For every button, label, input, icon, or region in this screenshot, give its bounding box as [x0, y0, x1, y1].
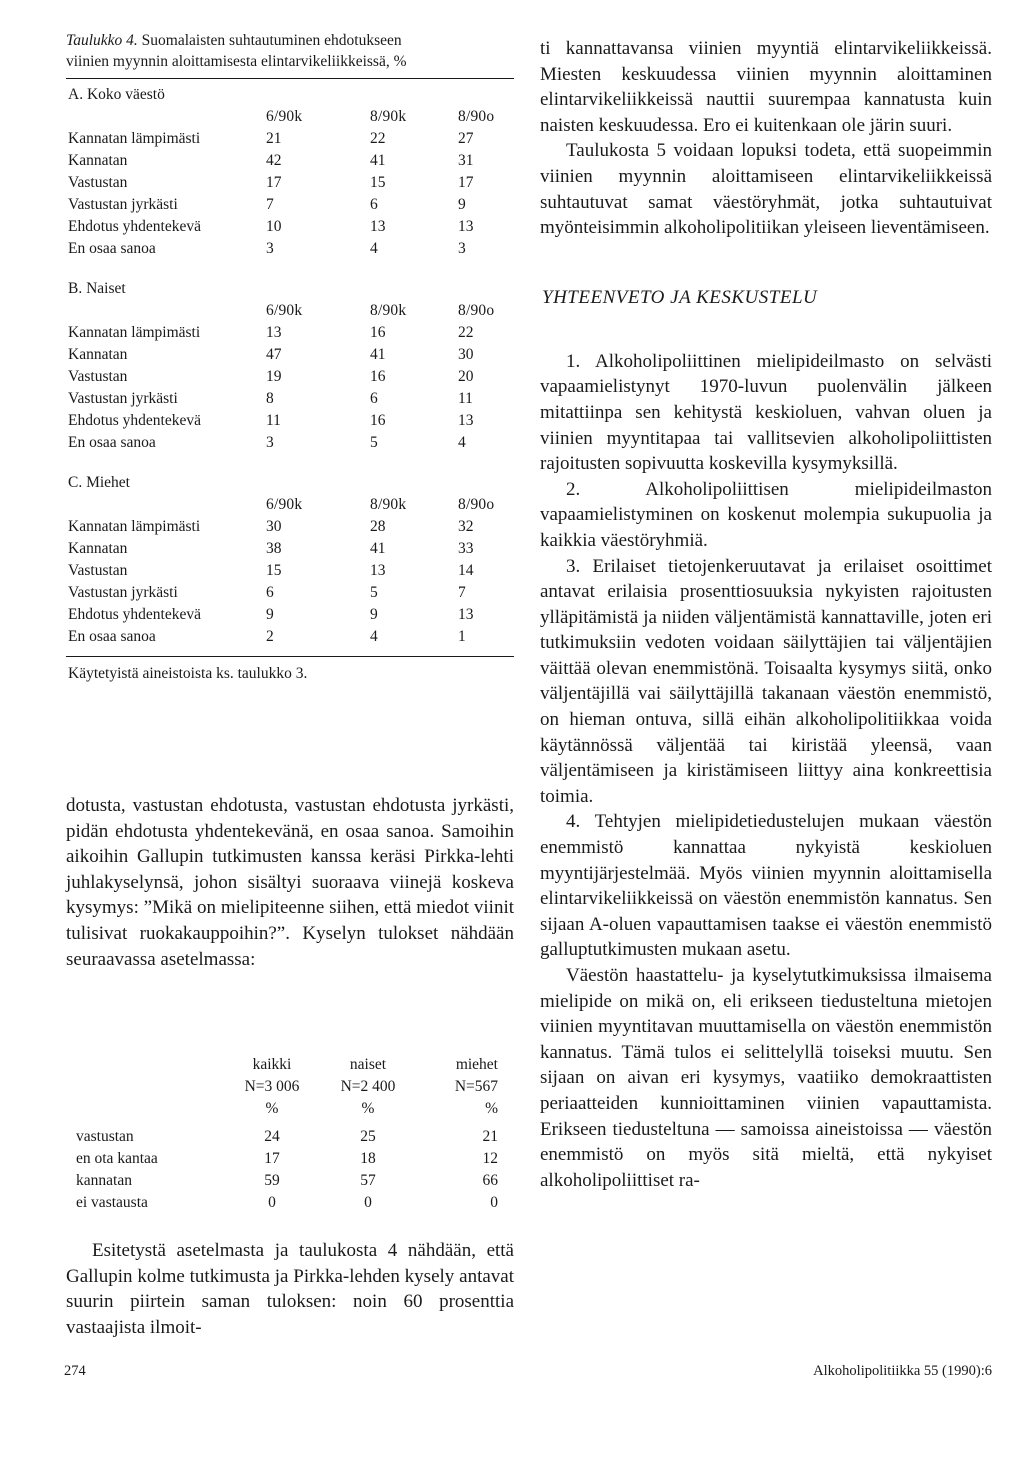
row-label: Vastustan jyrkästi [68, 390, 178, 407]
table-4-body [66, 84, 514, 648]
table-4 [66, 22, 514, 685]
table-cell: 30 [266, 518, 282, 535]
summary-paragraph: 3. Erilaiset tietojenkeruutavat ja erilaiset osoittimet antavat erilaisia prosenttiosuuksia nykyisten rajoitusten ylläpitämistä ja niiden väljentämistä kannattaville, joten eri tutkimuksiin vedoten voidaan säilyttäjien tai väljentäjien väittää olevan enemmistönä. Toisaalta kysymys siitä, onko väljentäjillä vai säilyttäjillä takanaan väestön enemmistö, on hieman ontuva, sillä eihän alkoholipolitiikkaa voida käytännössä väljentää tai kiristää yleensä, vaan väljentämiseen ja kiristämiseen liittyy aina konkreettisia toimia. [540, 555, 992, 807]
pirkka-table-unit-row [66, 1098, 514, 1120]
table-row [66, 150, 514, 172]
table-cell: 57 [360, 1172, 376, 1189]
pirkka-table-header-row [66, 1054, 514, 1076]
table-4-source: Käytetyistä aineistoista ks. taulukko 3. [68, 665, 308, 682]
table-cell: 18 [360, 1150, 376, 1167]
table-cell: 33 [458, 540, 474, 557]
table-4-column-header: 8/90k [370, 496, 407, 513]
table-cell: 59 [264, 1172, 280, 1189]
table-row [66, 432, 514, 454]
table-4-column-header: 8/90o [458, 302, 495, 319]
table-cell: 14 [458, 562, 474, 579]
table-cell: 38 [266, 540, 282, 557]
table-cell: 0 [364, 1194, 372, 1211]
table-row [66, 388, 514, 410]
pirkka-table-n-row [66, 1076, 514, 1098]
unit-naiset: % [361, 1100, 375, 1117]
row-label: Kannatan lämpimästi [68, 130, 201, 147]
table-4-column-header: 8/90o [458, 108, 495, 125]
table-4-section-title: A. Koko väestö [68, 86, 165, 103]
row-label: en ota kantaa [76, 1150, 158, 1167]
table-row [66, 322, 514, 344]
table-cell: 4 [370, 240, 378, 257]
table-cell: 2 [266, 628, 274, 645]
table-cell: 13 [370, 562, 386, 579]
table-cell: 9 [458, 196, 466, 213]
table-4-label: Taulukko 4. [66, 32, 138, 49]
table-cell: 24 [264, 1128, 280, 1145]
right-paragraph-2: Taulukosta 5 voidaan lopuksi todeta, että suopeimmin viinien myynnin aloittamiseen elintarvikeliikkeissä suhtautuvat samat väestöryhmät, jotka suhtautuivat myönteisimmin alkoholipolitiikan yleiseen lieventämiseen. [540, 140, 992, 239]
summary-paragraphs [540, 349, 992, 1194]
table-4-caption-line2: viinien myynnin aloittamisesta elintarvikeliikkeissä, % [66, 53, 407, 70]
table-row [66, 582, 514, 604]
table-cell: 4 [458, 434, 466, 451]
table-4-column-header: 6/90k [266, 108, 303, 125]
unit-miehet: % [485, 1100, 498, 1117]
table-cell: 66 [482, 1172, 498, 1189]
table-4-column-header-row [66, 106, 514, 128]
table-cell: 11 [458, 390, 473, 407]
table-cell: 5 [370, 434, 378, 451]
row-label: ei vastausta [76, 1194, 148, 1211]
summary-paragraph: 2. Alkoholipoliittisen mielipideilmaston vapaamielistyminen on koskenut molempia sukupuolia ja kaikkia väestöryhmiä. [540, 478, 992, 551]
table-row [66, 604, 514, 626]
table-cell: 11 [266, 412, 281, 429]
table-cell: 41 [370, 540, 386, 557]
table-4-column-header: 8/90k [370, 108, 407, 125]
table-4-top-rule [66, 78, 514, 79]
table-cell: 17 [458, 174, 474, 191]
table-cell: 22 [370, 130, 386, 147]
pirkka-survey-table [66, 1054, 514, 1214]
table-cell: 5 [370, 584, 378, 601]
unit-kaikki: % [265, 1100, 279, 1117]
header-naiset: naiset [349, 1056, 387, 1073]
table-cell: 16 [370, 324, 386, 341]
table-cell: 0 [490, 1194, 498, 1211]
row-label: Kannatan [68, 152, 128, 169]
row-label: Ehdotus yhdentekevä [68, 606, 202, 623]
header-miehet: miehet [455, 1056, 498, 1073]
table-4-column-header-row [66, 494, 514, 516]
row-label: Ehdotus yhdentekevä [68, 218, 202, 235]
table-cell: 12 [482, 1150, 498, 1167]
table-cell: 6 [370, 390, 378, 407]
table-cell: 25 [360, 1128, 376, 1145]
journal-reference: Alkoholipolitiikka 55 (1990):6 [813, 1363, 992, 1379]
left-paragraph-1 [66, 793, 514, 972]
table-4-caption [66, 30, 514, 72]
table-cell: 19 [266, 368, 282, 385]
right-paragraph-1: ti kannattavansa viinien myyntiä elintarvikeliikkeissä. Miesten keskuudessa viinien myynnin aloittaminen elintarvikeliikkeissä nauttii suurempaa kannatusta kuin naisten keskuudessa. Ero ei kuitenkaan ole järin suuri. [540, 38, 992, 136]
table-row [66, 626, 514, 648]
table-4-column-header: 6/90k [266, 496, 303, 513]
table-cell: 30 [458, 346, 474, 363]
pirkka-table-rows [66, 1126, 514, 1214]
page-number: 274 [64, 1363, 86, 1379]
row-label: En osaa sanoa [68, 434, 156, 451]
table-row [66, 238, 514, 260]
table-row [66, 194, 514, 216]
table-row [66, 172, 514, 194]
row-label: Kannatan [68, 540, 128, 557]
table-row [66, 516, 514, 538]
table-cell: 15 [266, 562, 282, 579]
row-label: Vastustan jyrkästi [68, 584, 178, 601]
row-label: Ehdotus yhdentekevä [68, 412, 202, 429]
table-cell: 27 [458, 130, 474, 147]
n-kaikki: N=3 006 [244, 1078, 300, 1095]
n-naiset: N=2 400 [340, 1078, 396, 1095]
table-cell: 15 [370, 174, 386, 191]
table-row [66, 1126, 514, 1148]
table-cell: 8 [266, 390, 274, 407]
table-cell: 42 [266, 152, 282, 169]
table-cell: 13 [458, 606, 474, 623]
section-heading: YHTEENVETO JA KESKUSTELU [542, 286, 818, 308]
row-label: vastustan [76, 1128, 134, 1145]
row-label: Kannatan lämpimästi [68, 324, 201, 341]
table-cell: 13 [266, 324, 282, 341]
table-cell: 7 [266, 196, 274, 213]
row-label: Vastustan [68, 174, 128, 191]
table-row [66, 1170, 514, 1192]
row-label: Kannatan [68, 346, 128, 363]
table-cell: 17 [264, 1150, 280, 1167]
table-cell: 10 [266, 218, 282, 235]
table-4-column-header: 8/90k [370, 302, 407, 319]
table-cell: 6 [370, 196, 378, 213]
table-row [66, 560, 514, 582]
table-cell: 20 [458, 368, 474, 385]
table-cell: 3 [266, 240, 274, 257]
table-4-column-header-row [66, 300, 514, 322]
table-row [66, 1192, 514, 1214]
table-cell: 41 [370, 346, 386, 363]
table-cell: 9 [370, 606, 378, 623]
summary-paragraph: 4. Tehtyjen mielipidetiedustelujen mukaan väestön enemmistö kannattaa nykyistä keskioluen myyntijärjestelmää. Myös viinien myynnin aloittamisella elintarvikeliikkeissä on väestön enemmistön kannatus. Sen sijaan A-oluen vapauttamisen taakse ei väestön enemmistö galluptutkimusten mukaan asetu. [540, 811, 992, 961]
table-row [66, 410, 514, 432]
table-cell: 32 [458, 518, 474, 535]
table-4-caption-line1: Suomalaisten suhtautuminen ehdotukseen [137, 32, 402, 49]
table-cell: 17 [266, 174, 282, 191]
table-row [66, 538, 514, 560]
summary-paragraph: 1. Alkoholipoliittinen mielipideilmasto on selvästi vapaamielistynyt 1970-luvun puolenvälin jälkeen mitattiinpa sen kehitystä keskioluen, vahvan oluen ja viinien myyntitapaa tai vallitsevien alkoholipoliittisten rajoitusten sopivuutta koskevilla kysymyksillä. [540, 350, 992, 475]
table-row [66, 344, 514, 366]
header-kaikki: kaikki [252, 1056, 292, 1073]
table-cell: 6 [266, 584, 274, 601]
table-cell: 3 [266, 434, 274, 451]
table-row [66, 1148, 514, 1170]
table-cell: 13 [458, 412, 474, 429]
right-column [540, 36, 992, 1193]
table-cell: 1 [458, 628, 466, 645]
left-paragraph-2 [66, 1238, 514, 1340]
table-4-column-header: 6/90k [266, 302, 303, 319]
table-cell: 13 [370, 218, 386, 235]
table-4-column-header: 8/90o [458, 496, 495, 513]
table-cell: 28 [370, 518, 386, 535]
row-label: Vastustan [68, 562, 128, 579]
table-cell: 3 [458, 240, 466, 257]
row-label: En osaa sanoa [68, 240, 156, 257]
n-miehet: N=567 [454, 1078, 498, 1095]
row-label: Vastustan [68, 368, 128, 385]
table-cell: 31 [458, 152, 474, 169]
row-label: kannatan [76, 1172, 132, 1189]
table-4-bottom-rule [66, 656, 514, 657]
table-cell: 47 [266, 346, 282, 363]
table-cell: 9 [266, 606, 274, 623]
table-cell: 0 [268, 1194, 276, 1211]
table-4-section-title: C. Miehet [68, 474, 130, 491]
row-label: En osaa sanoa [68, 628, 156, 645]
table-4-section-title: B. Naiset [68, 280, 126, 297]
table-cell: 7 [458, 584, 466, 601]
row-label: Vastustan jyrkästi [68, 196, 178, 213]
table-row [66, 216, 514, 238]
table-cell: 13 [458, 218, 474, 235]
table-cell: 41 [370, 152, 386, 169]
left-paragraph-1-text: dotusta, vastustan ehdotusta, vastustan ehdotusta jyrkästi, pidän ehdotusta yhdentekevänä, en osaa sanoa. Samoihin aikoihin Gallupin tutkimusten kanssa keräsi Pirkka-lehti juhlakyselynsä, johon sisältyi suoraava viinejä koskeva kysymys: ”Mikä on mielipiteenne siihen, että miedot viinit tulisivat ruokakauppoihin?”. Kyselyn tulokset nähdään seuraavassa asetelmassa: [66, 795, 514, 970]
table-cell: 22 [458, 324, 474, 341]
table-cell: 4 [370, 628, 378, 645]
table-cell: 16 [370, 412, 386, 429]
table-row [66, 366, 514, 388]
table-cell: 16 [370, 368, 386, 385]
table-cell: 21 [482, 1128, 498, 1145]
left-paragraph-2-text: Esitetystä asetelmasta ja taulukosta 4 nähdään, että Gallupin kolme tutkimusta ja Pirkka-lehden kysely antavat suurin piirtein saman tuloksen: noin 60 prosenttia vastaajista ilmoit- [66, 1240, 514, 1338]
table-row [66, 128, 514, 150]
summary-paragraph: Väestön haastattelu- ja kyselytutkimuksissa ilmaisema mielipide on mikä on, eli erikseen tiedusteltuna mietojen viinien myyntitavan muuttamisella on väestön enemmistön kannatus. Tämä tulos ei selittelyllä toiseksi muutu. Sen sijaan on aivan eri kysymys, vaatiiko demokraattisten periaatteiden kunnioittaminen viinien vapauttamista. Erikseen tiedusteltuna — samoissa aineistoissa — väestön enemmistö on myös sitä mieltä, että nykyiset alkoholipoliittiset ra- [540, 965, 992, 1191]
row-label: Kannatan lämpimästi [68, 518, 201, 535]
table-cell: 21 [266, 130, 282, 147]
